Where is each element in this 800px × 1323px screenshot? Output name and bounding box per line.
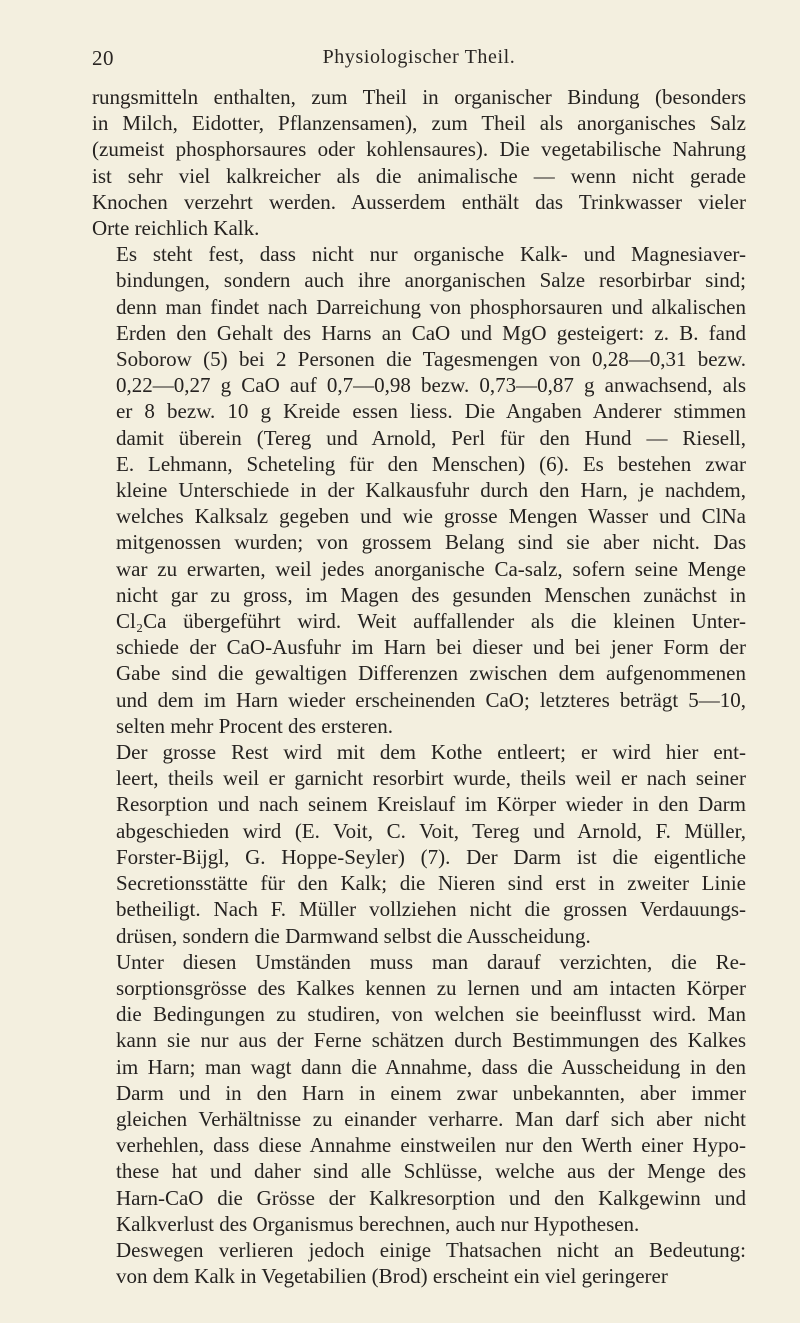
text-line: mitgenossen wurden; von grossem Belang sind sie aber nicht. Das [116, 530, 746, 555]
text-line: Unter diesen Umständen muss man darauf verzichten, die Re- [116, 949, 746, 974]
text-line: Darm und in den Harn in einem zwar unbekannten, aber immer [116, 1080, 746, 1105]
text-line: Soborow (5) bei 2 Personen die Tagesmengen von 0,28—0,31 bezw. [116, 347, 746, 372]
text-line: Gabe sind die gewaltigen Differenzen zwischen dem aufgenommenen [116, 661, 746, 686]
paragraph [92, 84, 746, 241]
running-title: Physiologischer Theil. [322, 46, 516, 68]
text-line: (zumeist phosphorsaures oder kohlensaures). Die vegetabilische Nahrung [92, 137, 746, 162]
text-line: im Harn; man wagt dann die Annahme, dass die Ausscheidung in den [116, 1054, 746, 1079]
text-line: Erden den Gehalt des Harns an CaO und MgO gesteigert: z. B. fand [116, 320, 746, 345]
text-line: war zu erwarten, weil jedes anorganische Ca-salz, sofern seine Menge [116, 556, 746, 581]
text-line: damit überein (Tereg und Arnold, Perl für den Hund — Riesell, [116, 425, 746, 450]
text-line: bindungen, sondern auch ihre anorganischen Salze resorbirbar sind; [116, 268, 746, 293]
paragraph [92, 949, 746, 1237]
text-line: welches Kalksalz gegeben und wie grosse Mengen Wasser und ClNa [116, 504, 746, 529]
text-line: Secretionsstätte für den Kalk; die Nieren sind erst in zweiter Linie [116, 871, 746, 896]
text-line: ist sehr viel kalkreicher als die animalische — wenn nicht gerade [92, 163, 746, 188]
text-line: E. Lehmann, Scheteling für den Menschen) (6). Es bestehen zwar [116, 451, 746, 476]
text-line: und dem im Harn wieder erscheinenden CaO; letzteres beträgt 5—10, [116, 687, 746, 712]
text-line: die Bedingungen zu studiren, von welchen sie beeinflusst wird. Man [116, 1002, 746, 1027]
paragraph [92, 1237, 746, 1289]
text-line: denn man findet nach Darreichung von phosphorsauren und alkalischen [116, 294, 746, 319]
text-line: Der grosse Rest wird mit dem Kothe entleert; er wird hier ent- [116, 740, 746, 765]
text-line: schiede der CaO-Ausfuhr im Harn bei dieser und bei jener Form der [116, 635, 746, 660]
text-line: Knochen verzehrt werden. Ausserdem enthält das Trinkwasser vieler [92, 189, 746, 214]
text-line: betheiligt. Nach F. Müller vollziehen nicht die grossen Verdauungs- [116, 897, 746, 922]
text-line: verhehlen, dass diese Annahme einstweilen nur den Werth einer Hypo- [116, 1133, 746, 1158]
text-line: kleine Unterschiede in der Kalkausfuhr durch den Harn, je nachdem, [116, 478, 746, 503]
text-line: Resorption und nach seinem Kreislauf im Körper wieder in den Darm [116, 792, 746, 817]
text-line: drüsen, sondern die Darmwand selbst die Ausscheidung. [116, 923, 591, 948]
text-line: er 8 bezw. 10 g Kreide essen liess. Die Angaben Anderer stimmen [116, 399, 746, 424]
body-text [92, 84, 746, 1289]
text-line: in Milch, Eidotter, Pflanzensamen), zum Theil als anorganisches Salz [92, 111, 746, 136]
text-line: rungsmitteln enthalten, zum Theil in organischer Bindung (besonders [92, 85, 746, 109]
text-line: von dem Kalk in Vegetabilien (Brod) erscheint ein viel geringerer [116, 1264, 668, 1289]
text-line: these hat und daher sind alle Schlüsse, welche aus der Menge des [116, 1159, 746, 1184]
text-line: leert, theils weil er garnicht resorbirt wurde, theils weil er nach seiner [116, 766, 746, 791]
text-line: kann sie nur aus der Ferne schätzen durch Bestimmungen des Kalkes [116, 1028, 746, 1053]
text-line: nicht gar zu gross, im Magen des gesunden Menschen zunächst in [116, 582, 746, 607]
text-line: Forster-Bijgl, G. Hoppe-Seyler) (7). Der Darm ist die eigentliche [116, 844, 746, 869]
text-line: selten mehr Procent des ersteren. [116, 713, 393, 738]
paragraph [92, 241, 746, 739]
text-line: abgeschieden wird (E. Voit, C. Voit, Tereg und Arnold, F. Müller, [116, 818, 746, 843]
text-line: Kalkverlust des Organismus berechnen, auch nur Hypothesen. [116, 1211, 640, 1236]
text-line: Es steht fest, dass nicht nur organische Kalk- und Magnesiaver- [116, 242, 746, 267]
text-line: gleichen Verhältnisse zu einander verharre. Man darf sich aber nicht [116, 1106, 746, 1131]
text-line: Deswegen verlieren jedoch einige Thatsachen nicht an Bedeutung: [116, 1237, 746, 1262]
page-number: 20 [92, 46, 114, 70]
paragraph [92, 739, 746, 949]
text-line: sorptionsgrösse des Kalkes kennen zu lernen und am intacten Körper [116, 975, 746, 1000]
text-line: Cl₂Ca übergeführt wird. Weit auffallender als die kleinen Unter- [116, 609, 746, 634]
text-line: Harn-CaO die Grösse der Kalkresorption und den Kalkgewinn und [116, 1185, 746, 1210]
text-line: 0,22—0,27 g CaO auf 0,7—0,98 bezw. 0,73—0,87 g anwachsend, als [116, 373, 746, 398]
running-head [92, 46, 746, 76]
text-line: Orte reichlich Kalk. [92, 216, 260, 241]
